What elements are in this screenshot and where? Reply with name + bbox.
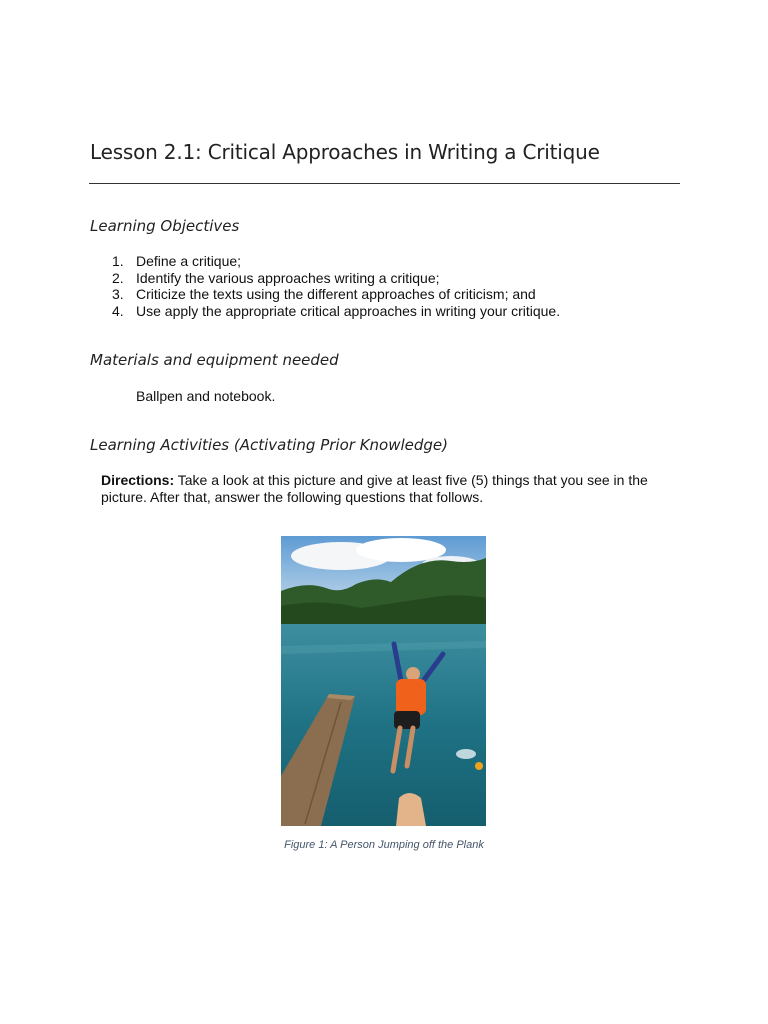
figure-caption: Figure 1: A Person Jumping off the Plank [284,839,484,851]
learning-objectives-heading: Learning Objectives [90,217,240,235]
lesson-title: Lesson 2.1: Critical Approaches in Writing a Critique [90,140,600,164]
materials-heading: Materials and equipment needed [90,351,339,369]
list-item: 4. Use apply the appropriate critical approaches in writing your critique. [112,302,561,319]
swimmer [475,762,483,770]
list-item: 1. Define a critique; [112,253,242,269]
figure-photo-person-jumping [281,536,486,826]
list-item: 3. Criticize the texts using the different approaches of criticism; and [112,286,536,302]
splash [456,749,476,759]
learning-activities-heading: Learning Activities (Activating Prior Knowledge) [90,436,449,454]
life-vest [396,679,426,715]
directions-label: Directions: [101,472,175,488]
objectives-list [112,253,560,319]
materials-text: Ballpen and notebook. [136,388,276,404]
directions-text: Take a look at this picture and give at least five (5) things that you see in the picture. After that, answer the following questions that follows. [101,472,648,505]
directions-paragraph [101,472,691,506]
title-divider [89,183,680,184]
shorts [394,711,420,729]
head [406,667,420,681]
list-item: 2. Identify the various approaches writing a critique; [112,269,440,286]
